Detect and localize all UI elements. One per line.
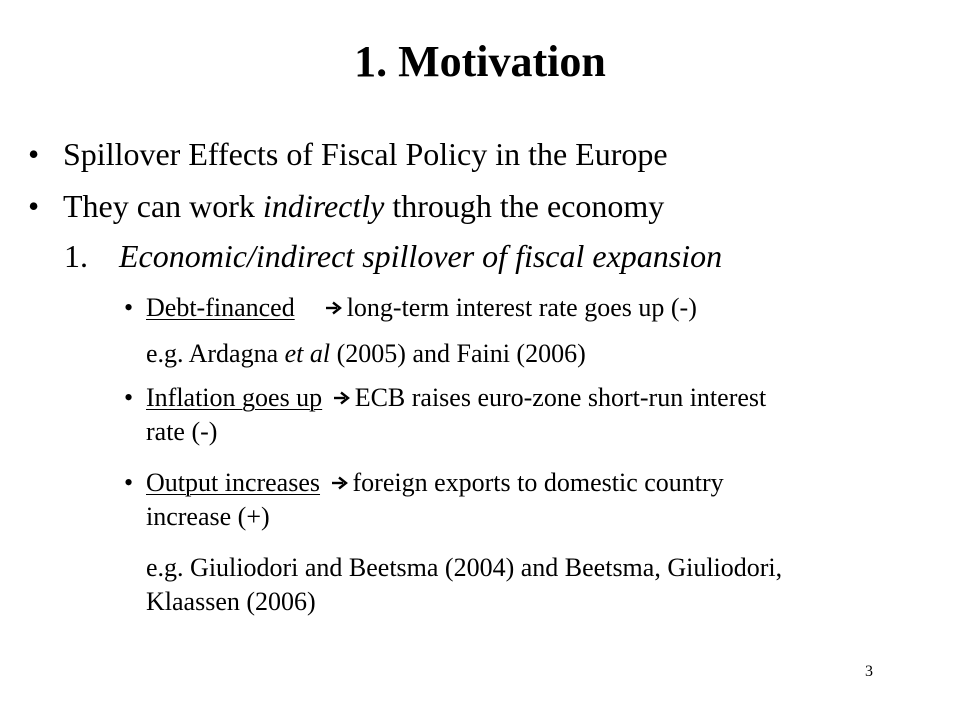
example-1: e.g. Ardagna et al (2005) and Faini (2006) [146, 339, 586, 368]
sub-item-text [146, 291, 697, 325]
right-arrow-icon [331, 476, 349, 490]
effect-text: long-term interest rate goes up (-) [346, 293, 697, 322]
right-arrow-icon [325, 301, 343, 315]
bullet-dot: • [124, 383, 134, 412]
slide-title: 1. Motivation [354, 37, 606, 86]
sub-item-output-continuation: increase (+) [146, 502, 270, 531]
sub-item-text [146, 381, 766, 415]
bullet-dot: • [124, 468, 134, 497]
example-2-line-1: e.g. Giuliodori and Beetsma (2004) and Beetsma, Giuliodori, [146, 553, 783, 582]
bullet-2-text: They can work indirectly through the economy [63, 188, 665, 224]
bullet-dot: • [124, 293, 134, 322]
sub-item-inflation-continuation: rate (-) [146, 417, 218, 446]
bullet-1-text: Spillover Effects of Fiscal Policy in the Europe [63, 136, 668, 172]
example-2-line-2: Klaassen (2006) [146, 587, 316, 616]
effect-text: ECB raises euro-zone short-run interest [354, 383, 767, 412]
item-number: 1. [64, 238, 88, 274]
emphasis-text: et al [284, 339, 331, 368]
cause-text: Debt-financed [146, 293, 295, 322]
effect-text: foreign exports to domestic country [352, 468, 724, 497]
page-number: 3 [865, 663, 873, 680]
sub-item-text [146, 466, 724, 500]
cause-text: Inflation goes up [146, 383, 323, 412]
bullet-dot: • [28, 188, 40, 224]
right-arrow-icon [333, 391, 351, 405]
bullet-dot: • [28, 136, 40, 172]
numbered-item-text: Economic/indirect spillover of fiscal expansion [119, 238, 723, 274]
cause-text: Output increases [146, 468, 321, 497]
emphasis-text: indirectly [262, 188, 385, 224]
